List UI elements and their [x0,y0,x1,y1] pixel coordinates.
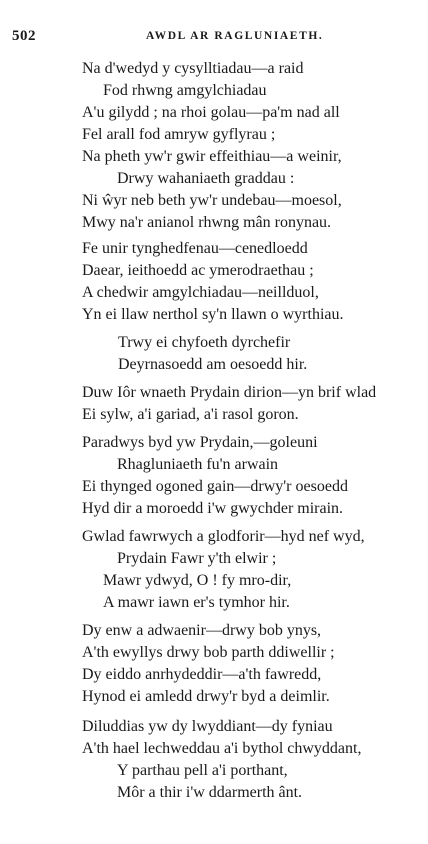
poem-line: Ei thynged ogoned gain—drwy'r oesoedd [82,478,348,495]
poem-line: Drwy wahaniaeth graddau : [117,170,295,187]
poem-line: Hynod ei amledd drwy'r byd a deimlir. [82,688,330,705]
poem-line: Hyd dir a moroedd i'w gwychder mirain. [82,500,344,517]
poem-line: Fel arall fod amryw gyflyrau ; [82,126,276,143]
poem-line: Môr a thir i'w ddarmerth ânt. [117,784,303,801]
poem-line: Duw Iôr wnaeth Prydain dirion—yn brif wlad [82,384,377,401]
poem-line: Yn ei llaw nerthol sy'n llawn o wyrthiau. [82,306,344,323]
poem-line: Fe unir tynghedfenau—cenedloedd [82,240,308,257]
poem-line: Y parthau pell a'i porthant, [117,762,288,779]
poem-line: Mawr ydwyd, O ! fy mro-dir, [103,572,292,589]
poem-line: Fod rhwng amgylchiadau [103,82,267,99]
poem-line: A chedwir amgylchiadau—neillduol, [82,284,319,301]
running-head: AWDL AR RAGLUNIAETH. [146,30,324,42]
poem-line: Paradwys byd yw Prydain,—goleuni [82,434,318,451]
poem-line: Rhagluniaeth fu'n arwain [117,456,279,473]
poem-line: Dy eiddo anrhydeddir—a'th fawredd, [82,666,322,683]
poem-line: A'u gilydd ; na rhoi golau—pa'm nad all [82,104,340,121]
poem-line: Ni ŵyr neb beth yw'r undebau—moesol, [82,192,342,209]
poem-line: Deyrnasoedd am oesoedd hir. [118,356,308,373]
poem-line: Daear, ieithoedd ac ymerodraethau ; [82,262,314,279]
poem-line: A'th ewyllys drwy bob parth ddiwellir ; [82,644,335,661]
poem-line: A'th hael lechweddau a'i bythol chwyddant, [82,740,362,757]
poem-line: Mwy na'r anianol rhwng mân ronynau. [82,214,332,231]
poem-line: A mawr iawn er's tymhor hir. [103,594,290,611]
poem-line: Gwlad fawrwych a glodforir—hyd nef wyd, [82,528,365,545]
poem-line: Diluddias yw dy lwyddiant—dy fyniau [82,718,333,735]
poem-line: Ei sylw, a'i gariad, a'i rasol goron. [82,406,299,423]
page-number: 502 [12,28,36,44]
poem-line: Na pheth yw'r gwir effeithiau—a weinir, [82,148,342,165]
poem-line: Na d'wedyd y cysylltiadau—a raid [82,60,304,77]
poem-line: Dy enw a adwaenir—drwy bob ynys, [82,622,322,639]
poem-line: Trwy ei chyfoeth dyrchefir [118,334,291,351]
poem-line: Prydain Fawr y'th elwir ; [117,550,277,567]
